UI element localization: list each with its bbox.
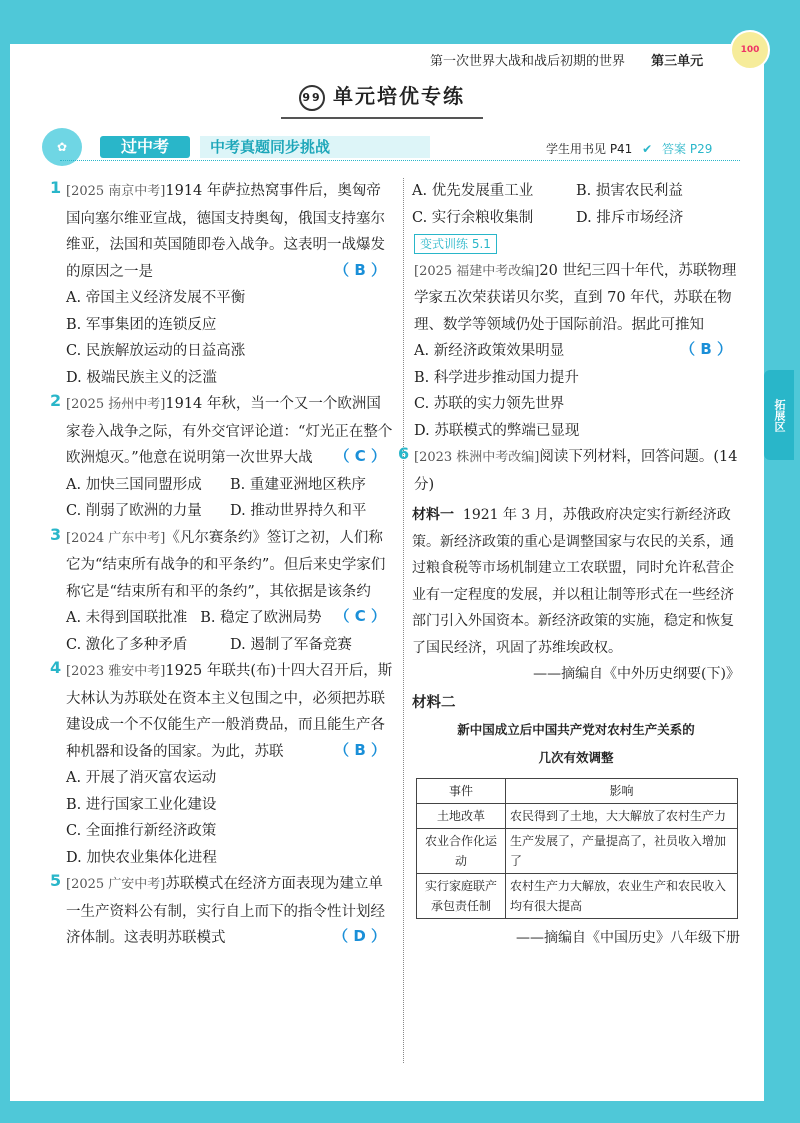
- options-row: [66, 498, 394, 525]
- option: D. 极端民族主义的泛滥: [66, 369, 217, 386]
- material-label: 材料二: [412, 694, 456, 711]
- material-1: [412, 502, 740, 661]
- star-badge-icon: 99: [299, 85, 325, 111]
- page-number: 41: [702, 1074, 725, 1093]
- question-number: 5: [50, 871, 62, 890]
- option: A. 开展了消灭富农运动: [66, 770, 217, 786]
- banner-subtitle: 中考真题同步挑战: [200, 136, 430, 158]
- table-header: 事件: [417, 779, 506, 804]
- left-frame: [0, 0, 10, 1123]
- table-title: [412, 716, 740, 772]
- option: A. 未得到国联批准: [66, 610, 188, 626]
- page-title: [281, 80, 483, 119]
- section-title: 单元培优专练: [333, 84, 465, 108]
- question-5: [50, 871, 394, 952]
- question-stem: 1914 年秋，当一个又一个欧洲国家卷入战争之际，有外交官评论道：“灯光正在整个欧洲熄灭。”他意在说明第一次世界大战: [66, 396, 393, 466]
- mascot-badge-icon: ✿: [42, 128, 82, 166]
- table-header: 影响: [506, 779, 738, 804]
- option: A. 新经济政策效果明显: [414, 343, 565, 359]
- right-column: [398, 178, 740, 952]
- answer-mark: （ D ）: [333, 927, 386, 945]
- student-book-ref: 学生用书见 P41: [546, 142, 633, 156]
- check-icon: ✔: [642, 142, 653, 156]
- question-stem: 苏联模式在经济方面表现为建立单一生产资料公有制，实行自上而下的指令性计划经济体制。这表明苏联模式: [66, 876, 385, 946]
- question-1: [50, 178, 394, 391]
- table-row: [417, 874, 738, 919]
- table-cell: 农村生产力大解放，农业生产和农民收入均有很大提高: [506, 874, 738, 919]
- question-stem: 1914 年萨拉热窝事件后，奥匈帝国向塞尔维亚宣战，德国支持奥匈，俄国支持塞尔维亚，法国和英国随即卷入战争。这表明一战爆发的原因之一是: [66, 183, 385, 280]
- option: A. 加快三国同盟形成: [66, 476, 202, 493]
- option: B. 损害农民利益: [576, 183, 683, 199]
- option: D. 排斥市场经济: [576, 209, 684, 226]
- unit-label: 第三单元: [651, 54, 704, 69]
- option: D. 加快农业集体化进程: [66, 849, 217, 866]
- question-stem: 1925 年联共(布)十四大召开后，斯大林认为苏联处在资本主义包围之中，必须把苏联建设成一个不仅能生产一般消费品，而且能生产各种机器和设备的国家。为此，苏联: [66, 663, 393, 760]
- question-source: [2025 广安中考]: [66, 877, 166, 892]
- question-stem: 阅读下列材料，回答问题。(14 分): [414, 449, 738, 493]
- question-source: [2025 福建中考改编]: [414, 263, 540, 279]
- option: D. 遏制了军备竞赛: [230, 636, 352, 653]
- material-table: [416, 778, 738, 919]
- table-row: [417, 829, 738, 874]
- question-source: [2023 株洲中考改编]: [414, 450, 540, 465]
- answer-mark: （ C ）: [334, 607, 386, 625]
- table-cell: 土地改革: [417, 804, 506, 829]
- table-cell: 农民得到了土地，大大解放了农村生产力: [506, 804, 738, 829]
- question-source: [2023 雅安中考]: [66, 664, 166, 679]
- running-header: [430, 50, 703, 69]
- option: B. 进行国家工业化建设: [66, 796, 217, 813]
- right-frame: [764, 0, 800, 1123]
- answer-mark: （ B ）: [334, 740, 386, 759]
- banner-tag: 过中考: [100, 136, 190, 158]
- question-stem: 《凡尔赛条约》签订之初，人们称它为“结束所有战争的和平条约”。但后来史学家们称它是“结束所有和平的条约”，其依据是该条约: [66, 529, 386, 600]
- question-3: [50, 524, 394, 659]
- question-source: [2025 南京中考]: [66, 184, 166, 199]
- option: B. 科学进步推动国力提升: [414, 369, 579, 386]
- question-6: [398, 444, 740, 498]
- material-label: 材料一: [412, 507, 454, 523]
- banner-divider: [60, 160, 740, 161]
- side-tab: 拓展区: [764, 370, 794, 460]
- footer-brand: [664, 1078, 699, 1094]
- option: B. 重建亚洲地区秩序: [230, 476, 366, 493]
- option: B. 稳定了欧洲局势: [200, 610, 322, 626]
- question-source: [2025 扬州中考]: [66, 397, 166, 412]
- option: C. 苏联的实力领先世界: [414, 396, 565, 412]
- section-title-wrap: [0, 80, 764, 119]
- material-text: 1921 年 3 月，苏俄政府决定实行新经济政策。新经济政策的重心是调整国家与农民的关系，通过粮食税等市场机制建立工农联盟，同时允许私营企业有一定程度的发展，并以租让制等形式在一些经济部门引入外国资本。新经济政策的实施，稳定和恢复了国民经济，巩固了苏维埃政权。: [412, 507, 734, 656]
- question-number: 4: [50, 658, 62, 677]
- table-title-line: 新中国成立后中国共产党对农村生产关系的: [457, 722, 695, 737]
- table-cell: 农业合作化运动: [417, 829, 506, 874]
- option: C. 削弱了欧洲的力量: [66, 503, 202, 519]
- question-number: 2: [50, 391, 62, 410]
- chapter-title: 第一次世界大战和战后初期的世界: [430, 54, 626, 69]
- option: A. 优先发展重工业: [412, 183, 534, 199]
- option: C. 激化了多种矛盾: [66, 636, 188, 653]
- variant-question: [412, 231, 740, 444]
- question-4: [50, 658, 394, 871]
- brand-line: 下课练习题: [664, 1086, 699, 1094]
- left-column: [50, 178, 394, 952]
- variant-label: 变式训练 5.1: [414, 234, 497, 254]
- mascot-icon: 100: [730, 30, 770, 70]
- option: D. 推动世界持久和平: [230, 503, 367, 519]
- banner-ref: [546, 140, 712, 157]
- option: A. 帝国主义经济发展不平衡: [66, 290, 246, 306]
- option: C. 全面推行新经济政策: [66, 823, 217, 839]
- answer-mark: （ C ）: [334, 447, 386, 465]
- options-row: [66, 605, 335, 632]
- answer-page-ref: 答案 P29: [662, 142, 713, 156]
- section-banner: [56, 134, 740, 160]
- table-cell: 生产发展了，产量提高了，社员收入增加了: [506, 829, 738, 874]
- options-row: [66, 632, 394, 659]
- options-row: [66, 472, 394, 499]
- table-title-line: 几次有效调整: [538, 750, 614, 765]
- bottom-frame: [0, 1101, 800, 1123]
- option: C. 实行余粮收集制: [412, 209, 534, 226]
- question-source: [2024 广东中考]: [66, 530, 166, 546]
- question-number: 6: [398, 444, 410, 463]
- top-frame: [0, 0, 800, 44]
- material-citation: ——摘编自《中外历史纲要(下)》: [533, 666, 740, 682]
- option: B. 军事集团的连锁反应: [66, 316, 217, 333]
- table-cell: 实行家庭联产承包责任制: [417, 874, 506, 919]
- question-number: 3: [50, 524, 62, 544]
- option: D. 苏联模式的弊端已显现: [414, 422, 580, 439]
- answer-mark: （ B ）: [334, 260, 386, 279]
- options-row: [412, 178, 740, 205]
- question-number: 1: [50, 178, 62, 197]
- table-header-row: [417, 779, 738, 804]
- question-2: [50, 391, 394, 525]
- table-row: [417, 804, 738, 829]
- option: C. 民族解放运动的日益高涨: [66, 343, 246, 359]
- material-citation: ——摘编自《中国历史》八年级下册: [516, 930, 740, 946]
- options-row: [412, 205, 740, 232]
- brand-line: 上课认真听: [664, 1078, 699, 1086]
- question-stem: 20 世纪三四十年代，苏联物理学家五次荣获诺贝尔奖，直到 70 年代，苏联在物理、数学等领域仍处于国际前沿。据此可推知: [414, 262, 737, 333]
- answer-mark: （ B ）: [680, 340, 732, 358]
- column-divider: [403, 178, 404, 1063]
